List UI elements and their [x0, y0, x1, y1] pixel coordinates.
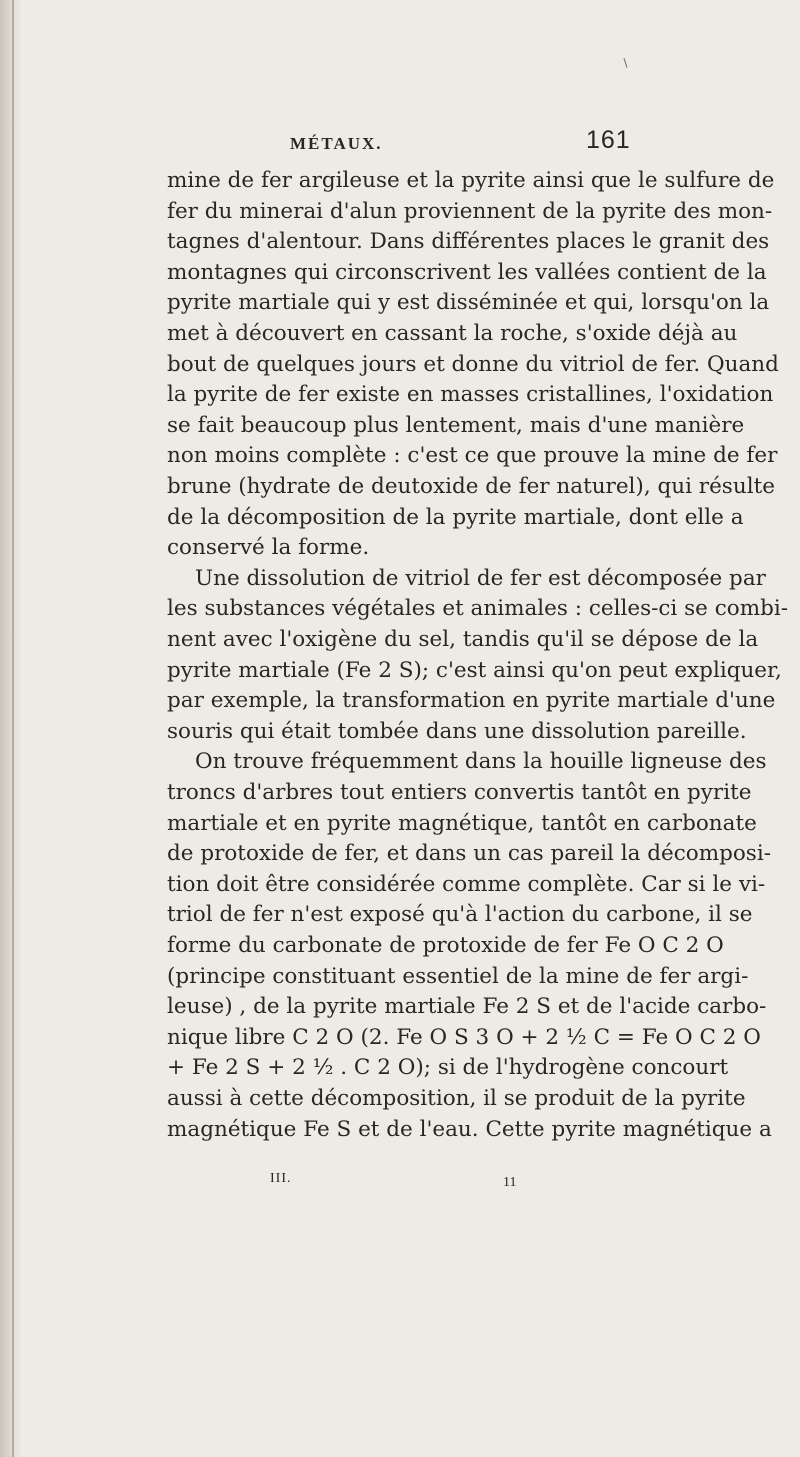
page-edge-line	[12, 0, 14, 1457]
text-line: tion doit être considérée comme complète. Car si le vi-	[167, 871, 766, 897]
text-line: mine de fer argileuse et la pyrite ainsi que le sulfure de	[167, 168, 775, 193]
text-line: (principe constituant essentiel de la mine de fer argi-	[167, 963, 749, 989]
text-line: nent avec l'oxigène du sel, tandis qu'il se dépose de la	[167, 627, 759, 652]
text-line: de protoxide de fer, et dans un cas pareil la décomposi-	[167, 841, 771, 867]
text-line: se fait beaucoup plus lentement, mais d'une manière	[167, 412, 745, 438]
text-line: tagnes d'alentour. Dans différentes places le granit des	[167, 229, 770, 255]
sheet-number: 11	[503, 1175, 517, 1190]
chemical-equation-line: + Fe 2 S + 2 ½ . C 2 O); si de l'hydrogène concourt	[167, 1055, 729, 1081]
text-line: martiale et en pyrite magnétique, tantôt en carbonate	[167, 810, 757, 836]
paragraph-start: On trouve fréquemment dans la houille ligneuse des	[195, 749, 767, 775]
text-line: aussi à cette décomposition, il se produit de la pyrite	[167, 1086, 746, 1111]
text-line: pyrite martiale (Fe 2 S); c'est ainsi qu'on peut expliquer,	[167, 657, 782, 683]
text-line: non moins complète : c'est ce que prouve la mine de fer	[167, 443, 778, 469]
text-line: fer du minerai d'alun proviennent de la pyrite des mon-	[167, 198, 773, 224]
text-line: montagnes qui circonscrivent les vallées contient de la	[167, 259, 767, 285]
text-line: triol de fer n'est exposé qu'à l'action du carbone, il se	[167, 902, 753, 928]
text-line: forme du carbonate de protoxide de fer Fe O C 2 O	[167, 933, 724, 958]
page-number: 161	[586, 126, 631, 154]
running-title: MÉTAUX.	[290, 134, 383, 153]
text-line: souris qui était tombée dans une dissolution pareille.	[167, 718, 747, 744]
text-line: troncs d'arbres tout entiers convertis tantôt en pyrite	[167, 780, 752, 805]
text-line: par exemple, la transformation en pyrite martiale d'une	[167, 688, 776, 714]
text-line: met à découvert en cassant la roche, s'oxide déjà au	[167, 321, 738, 346]
text-line: brune (hydrate de deutoxide de fer naturel), qui résulte	[167, 474, 775, 499]
text-line: les substances végétales et animales : celles-ci se combi-	[167, 596, 789, 622]
chemical-equation-line: nique libre C 2 O (2. Fe O S 3 O + 2 ½ C = Fe O C 2 O	[167, 1024, 761, 1050]
printer-mark	[623, 58, 627, 68]
text-line: la pyrite de fer existe en masses cristallines, l'oxidation	[167, 382, 774, 408]
binding-shadow	[0, 0, 22, 1457]
text-line: de la décomposition de la pyrite martiale, dont elle a	[167, 504, 744, 530]
text-line: leuse) , de la pyrite martiale Fe 2 S et de l'acide carbo-	[167, 994, 767, 1020]
paragraph-start: Une dissolution de vitriol de fer est décomposée par	[195, 565, 766, 591]
text-line: conservé la forme.	[167, 535, 370, 561]
text-line: pyrite martiale qui y est disséminée et qui, lorsqu'on la	[167, 290, 770, 316]
signature-mark: III.	[270, 1171, 292, 1186]
text-line: magnétique Fe S et de l'eau. Cette pyrite magnétique a	[167, 1116, 772, 1142]
text-line: bout de quelques jours et donne du vitriol de fer. Quand	[167, 351, 779, 377]
